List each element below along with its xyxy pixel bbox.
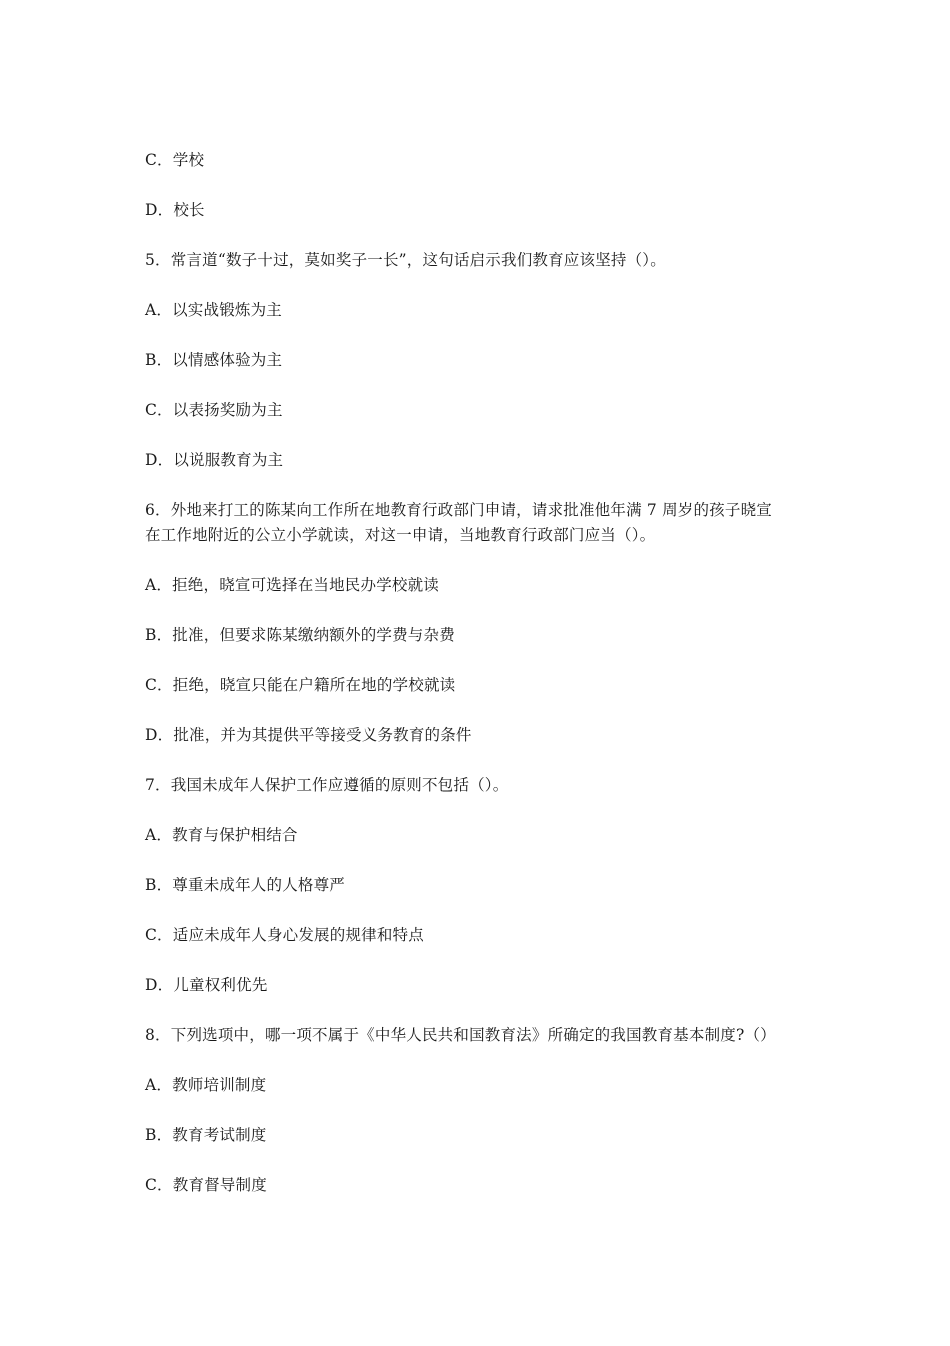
q8-option-a: A．教师培训制度 [145, 1076, 267, 1094]
q4-option-c: C．学校 [145, 151, 205, 169]
q8-option-b: B．教育考试制度 [145, 1126, 267, 1144]
q5-option-c: C．以表扬奖励为主 [145, 401, 283, 419]
q7-stem: 7．我国未成年人保护工作应遵循的原则不包括（）。 [145, 776, 509, 794]
q5-option-b: B．以情感体验为主 [145, 351, 283, 369]
q4-option-d: D．校长 [145, 201, 205, 219]
q5-option-d: D．以说服教育为主 [145, 451, 284, 469]
q7-option-b: B．尊重未成年人的人格尊严 [145, 876, 345, 894]
q7-option-a: A．教育与保护相结合 [145, 826, 298, 844]
q6-stem-line2: 在工作地附近的公立小学就读，对这一申请，当地教育行政部门应当（）。 [145, 526, 656, 544]
q6-option-a: A．拒绝，晓宣可选择在当地民办学校就读 [145, 576, 439, 594]
q5-stem: 5．常言道“数子十过，莫如奖子一长”，这句话启示我们教育应该坚持（）。 [145, 251, 666, 269]
q7-option-d: D．儿童权利优先 [145, 976, 268, 994]
q8-stem: 8．下列选项中，哪一项不属于《中华人民共和国教育法》所确定的我国教育基本制度?（） [145, 1026, 776, 1044]
q5-option-a: A．以实战锻炼为主 [145, 301, 282, 319]
q6-option-b: B．批准，但要求陈某缴纳额外的学费与杂费 [145, 626, 455, 644]
q8-option-c: C．教育督导制度 [145, 1176, 267, 1194]
q6-option-d: D．批准，并为其提供平等接受义务教育的条件 [145, 726, 472, 744]
q6-option-c: C．拒绝，晓宣只能在户籍所在地的学校就读 [145, 676, 456, 694]
q6-stem-line1: 6．外地来打工的陈某向工作所在地教育行政部门申请，请求批准他年满 7 周岁的孩子晓宣 [145, 501, 772, 519]
q7-option-c: C．适应未成年人身心发展的规律和特点 [145, 926, 424, 944]
